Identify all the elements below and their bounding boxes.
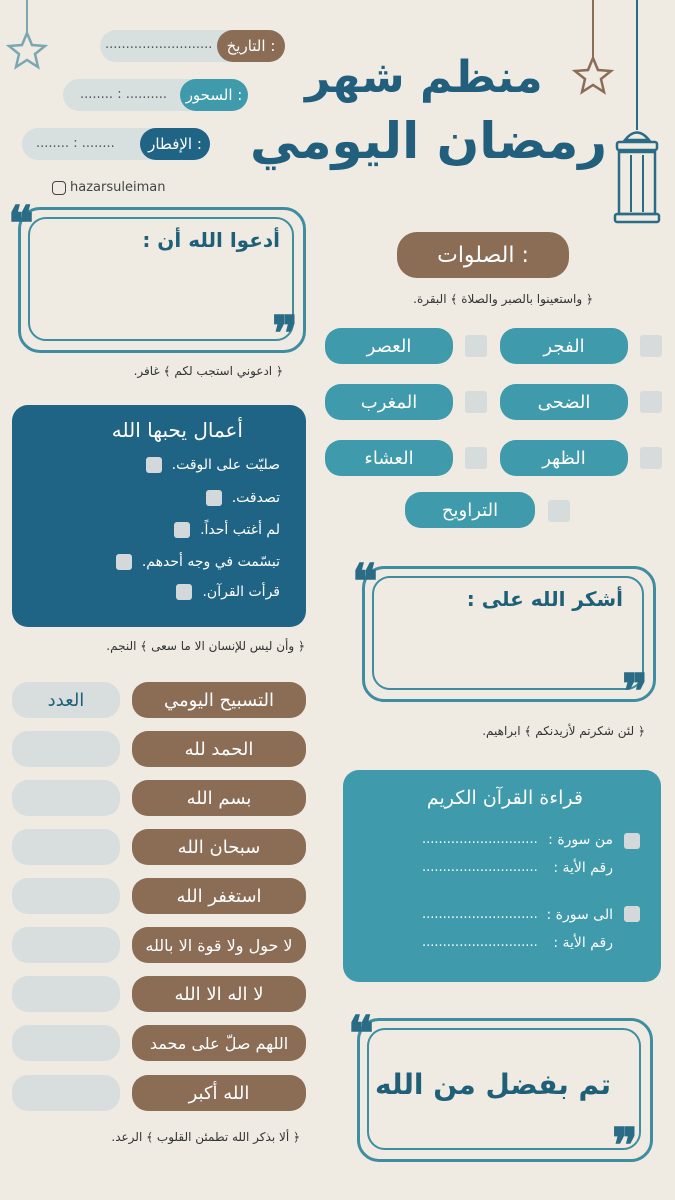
date-label: التاريخ : [217, 30, 285, 62]
deeds-title: أعمال يحبها الله [111, 418, 243, 442]
prayer-taraweeh-checkbox[interactable] [548, 500, 570, 522]
deed-checkbox[interactable] [146, 457, 162, 473]
quran-to-dots[interactable]: ............................ [422, 907, 538, 922]
tasbeeh-count-field[interactable] [12, 927, 120, 963]
suhoor-label: السحور : [180, 79, 248, 111]
quran-from-ayah-label: رقم الأية : [553, 860, 613, 876]
prayer-dhuhr[interactable]: الظهر [500, 440, 628, 476]
tasbeeh-count-field[interactable] [12, 878, 120, 914]
quote-close-icon: ❞ [612, 1118, 638, 1174]
deed-item[interactable] [174, 522, 280, 538]
deed-label: تصدقت. [231, 490, 280, 506]
deed-checkbox[interactable] [176, 584, 192, 600]
suhoor-value: ........ : .......... [80, 87, 168, 102]
deed-label: صليّت على الوقت. [171, 457, 280, 473]
prayer-fajr-checkbox[interactable] [640, 335, 662, 357]
quran-from-label: من سورة : [548, 832, 613, 848]
quran-to-ayah-label: رقم الأية : [553, 935, 613, 951]
prayer-maghrib-checkbox[interactable] [465, 391, 487, 413]
prayer-asr[interactable]: العصر [325, 328, 453, 364]
quran-from-dots[interactable]: ............................ [422, 832, 538, 847]
prayer-dhuhr-checkbox[interactable] [640, 447, 662, 469]
deed-checkbox[interactable] [116, 554, 132, 570]
prayer-maghrib[interactable]: المغرب [325, 384, 453, 420]
deeds-verse: ﴿ وأن ليس للإنسان الا ما سعى ﴾ النجم. [106, 639, 305, 653]
tasbeeh-count-label: العدد [12, 682, 120, 718]
gratitude-verse: ﴿ لئن شكرتم لأزيدنكم ﴾ ابراهيم. [482, 724, 645, 738]
tasbeeh-item: اللهم صلّ على محمد [132, 1025, 306, 1061]
prayer-taraweeh[interactable]: التراويح [405, 492, 535, 528]
deed-item[interactable] [116, 554, 280, 570]
quran-to-checkbox[interactable] [624, 906, 640, 922]
tasbeeh-item: لا حول ولا قوة الا بالله [132, 927, 306, 963]
tasbeeh-count-field[interactable] [12, 976, 120, 1012]
iftar-value: ........ : ........ [36, 136, 115, 151]
tasbeeh-count-field[interactable] [12, 829, 120, 865]
prayer-fajr[interactable]: الفجر [500, 328, 628, 364]
prayer-duha[interactable]: الضحى [500, 384, 628, 420]
quran-to-label: الى سورة : [546, 907, 613, 923]
instagram-handle [52, 180, 165, 195]
deed-item[interactable] [206, 490, 280, 506]
iftar-label: الإفطار : [140, 128, 210, 160]
quote-open-icon: ❝ [348, 1006, 374, 1062]
instagram-username: hazarsuleiman [70, 180, 166, 195]
gratitude-title[interactable]: أشكر الله على : [466, 587, 623, 611]
quran-title: قراءة القرآن الكريم [426, 787, 583, 809]
tasbeeh-verse: ﴿ ألا بذكر الله تطمئن القلوب ﴾ الرعد. [111, 1130, 300, 1144]
date-value: .......................... [105, 37, 213, 52]
quote-close-icon: ❞ [622, 664, 648, 720]
lantern-icon [605, 0, 670, 235]
prayer-asr-checkbox[interactable] [465, 335, 487, 357]
prayer-isha[interactable]: العشاء [325, 440, 453, 476]
tasbeeh-title: التسبيح اليومي [132, 682, 306, 718]
deed-checkbox[interactable] [174, 522, 190, 538]
deed-item[interactable] [176, 584, 280, 600]
quote-close-icon: ❞ [272, 306, 298, 362]
tasbeeh-item: لا اله الا الله [132, 976, 306, 1012]
page-title-line2: رمضان اليومي [250, 112, 608, 170]
dua-title[interactable]: أدعوا الله أن : [142, 228, 280, 252]
prayers-title: الصلوات : [397, 232, 569, 278]
tasbeeh-count-field[interactable] [12, 1075, 120, 1111]
deed-label: لم أغتب أحداً. [200, 522, 280, 538]
tasbeeh-count-field[interactable] [12, 780, 120, 816]
prayer-isha-checkbox[interactable] [465, 447, 487, 469]
tasbeeh-item: استغفر الله [132, 878, 306, 914]
prayers-verse: ﴿ واستعينوا بالصبر والصلاة ﴾ البقرة. [413, 292, 593, 306]
deeds-list [30, 455, 280, 615]
deed-item[interactable] [146, 457, 280, 473]
tasbeeh-count-field[interactable] [12, 1025, 120, 1061]
deed-checkbox[interactable] [206, 490, 222, 506]
quran-from-checkbox[interactable] [624, 833, 640, 849]
quote-open-icon: ❝ [8, 196, 34, 252]
tasbeeh-item: الحمد لله [132, 731, 306, 767]
done-text: تم بفضل من الله [374, 1068, 611, 1101]
deed-label: قرأت القرآن. [202, 584, 280, 600]
page-title-line1: منظم شهر [305, 52, 543, 103]
tasbeeh-item: سبحان الله [132, 829, 306, 865]
quran-to-ayah-dots[interactable]: ............................ [422, 935, 538, 950]
prayer-duha-checkbox[interactable] [640, 391, 662, 413]
hanging-star-left-icon [0, 0, 60, 80]
instagram-icon [52, 181, 66, 195]
quote-open-icon: ❝ [352, 554, 378, 610]
dua-verse: ﴿ ادعوني استجب لكم ﴾ غافر. [133, 364, 283, 378]
tasbeeh-count-field[interactable] [12, 731, 120, 767]
quran-from-ayah-dots[interactable]: ............................ [422, 860, 538, 875]
tasbeeh-item: بسم الله [132, 780, 306, 816]
tasbeeh-item: الله أكبر [132, 1075, 306, 1111]
deed-label: تبسّمت في وجه أحدهم. [141, 554, 280, 570]
